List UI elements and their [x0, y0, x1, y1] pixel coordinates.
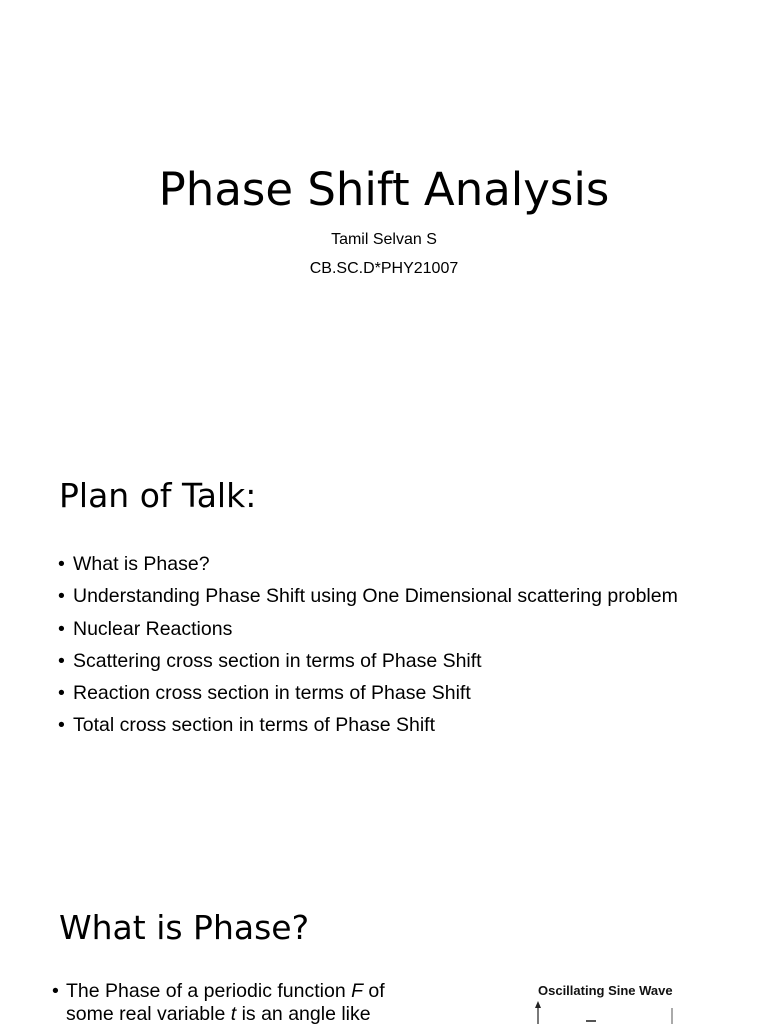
- axis-arrow-head: [535, 1001, 541, 1008]
- phase-line-1: • The Phase of a periodic function F of: [52, 980, 385, 1002]
- plan-heading: Plan of Talk:: [59, 476, 257, 515]
- plan-slide: [0, 430, 768, 860]
- plan-list: [58, 548, 678, 742]
- list-item: • Nuclear Reactions: [58, 613, 678, 645]
- phase-slide: [0, 860, 768, 1024]
- phase-heading: What is Phase?: [59, 908, 310, 947]
- list-item: • Understanding Phase Shift using One Dimensional scattering problem: [58, 580, 678, 612]
- phase-line-2: some real variable t is an angle like: [66, 1003, 371, 1024]
- author-name: Tamil Selvan S: [331, 231, 437, 248]
- list-item: • Reaction cross section in terms of Phase Shift: [58, 677, 678, 709]
- title-slide: [0, 0, 768, 430]
- list-item: • What is Phase?: [58, 548, 678, 580]
- presentation-title: Phase Shift Analysis: [158, 163, 610, 216]
- bullet-icon: •: [52, 980, 59, 1002]
- list-item: • Scattering cross section in terms of Phase Shift: [58, 645, 678, 677]
- roll-number: CB.SC.D*PHY21007: [309, 260, 459, 277]
- label-fragment: [586, 1020, 596, 1022]
- figure-title: Oscillating Sine Wave: [538, 983, 673, 998]
- phase-definition: [52, 980, 422, 1024]
- sine-wave-figure: [530, 1000, 690, 1024]
- list-item: • Total cross section in terms of Phase Shift: [58, 709, 678, 741]
